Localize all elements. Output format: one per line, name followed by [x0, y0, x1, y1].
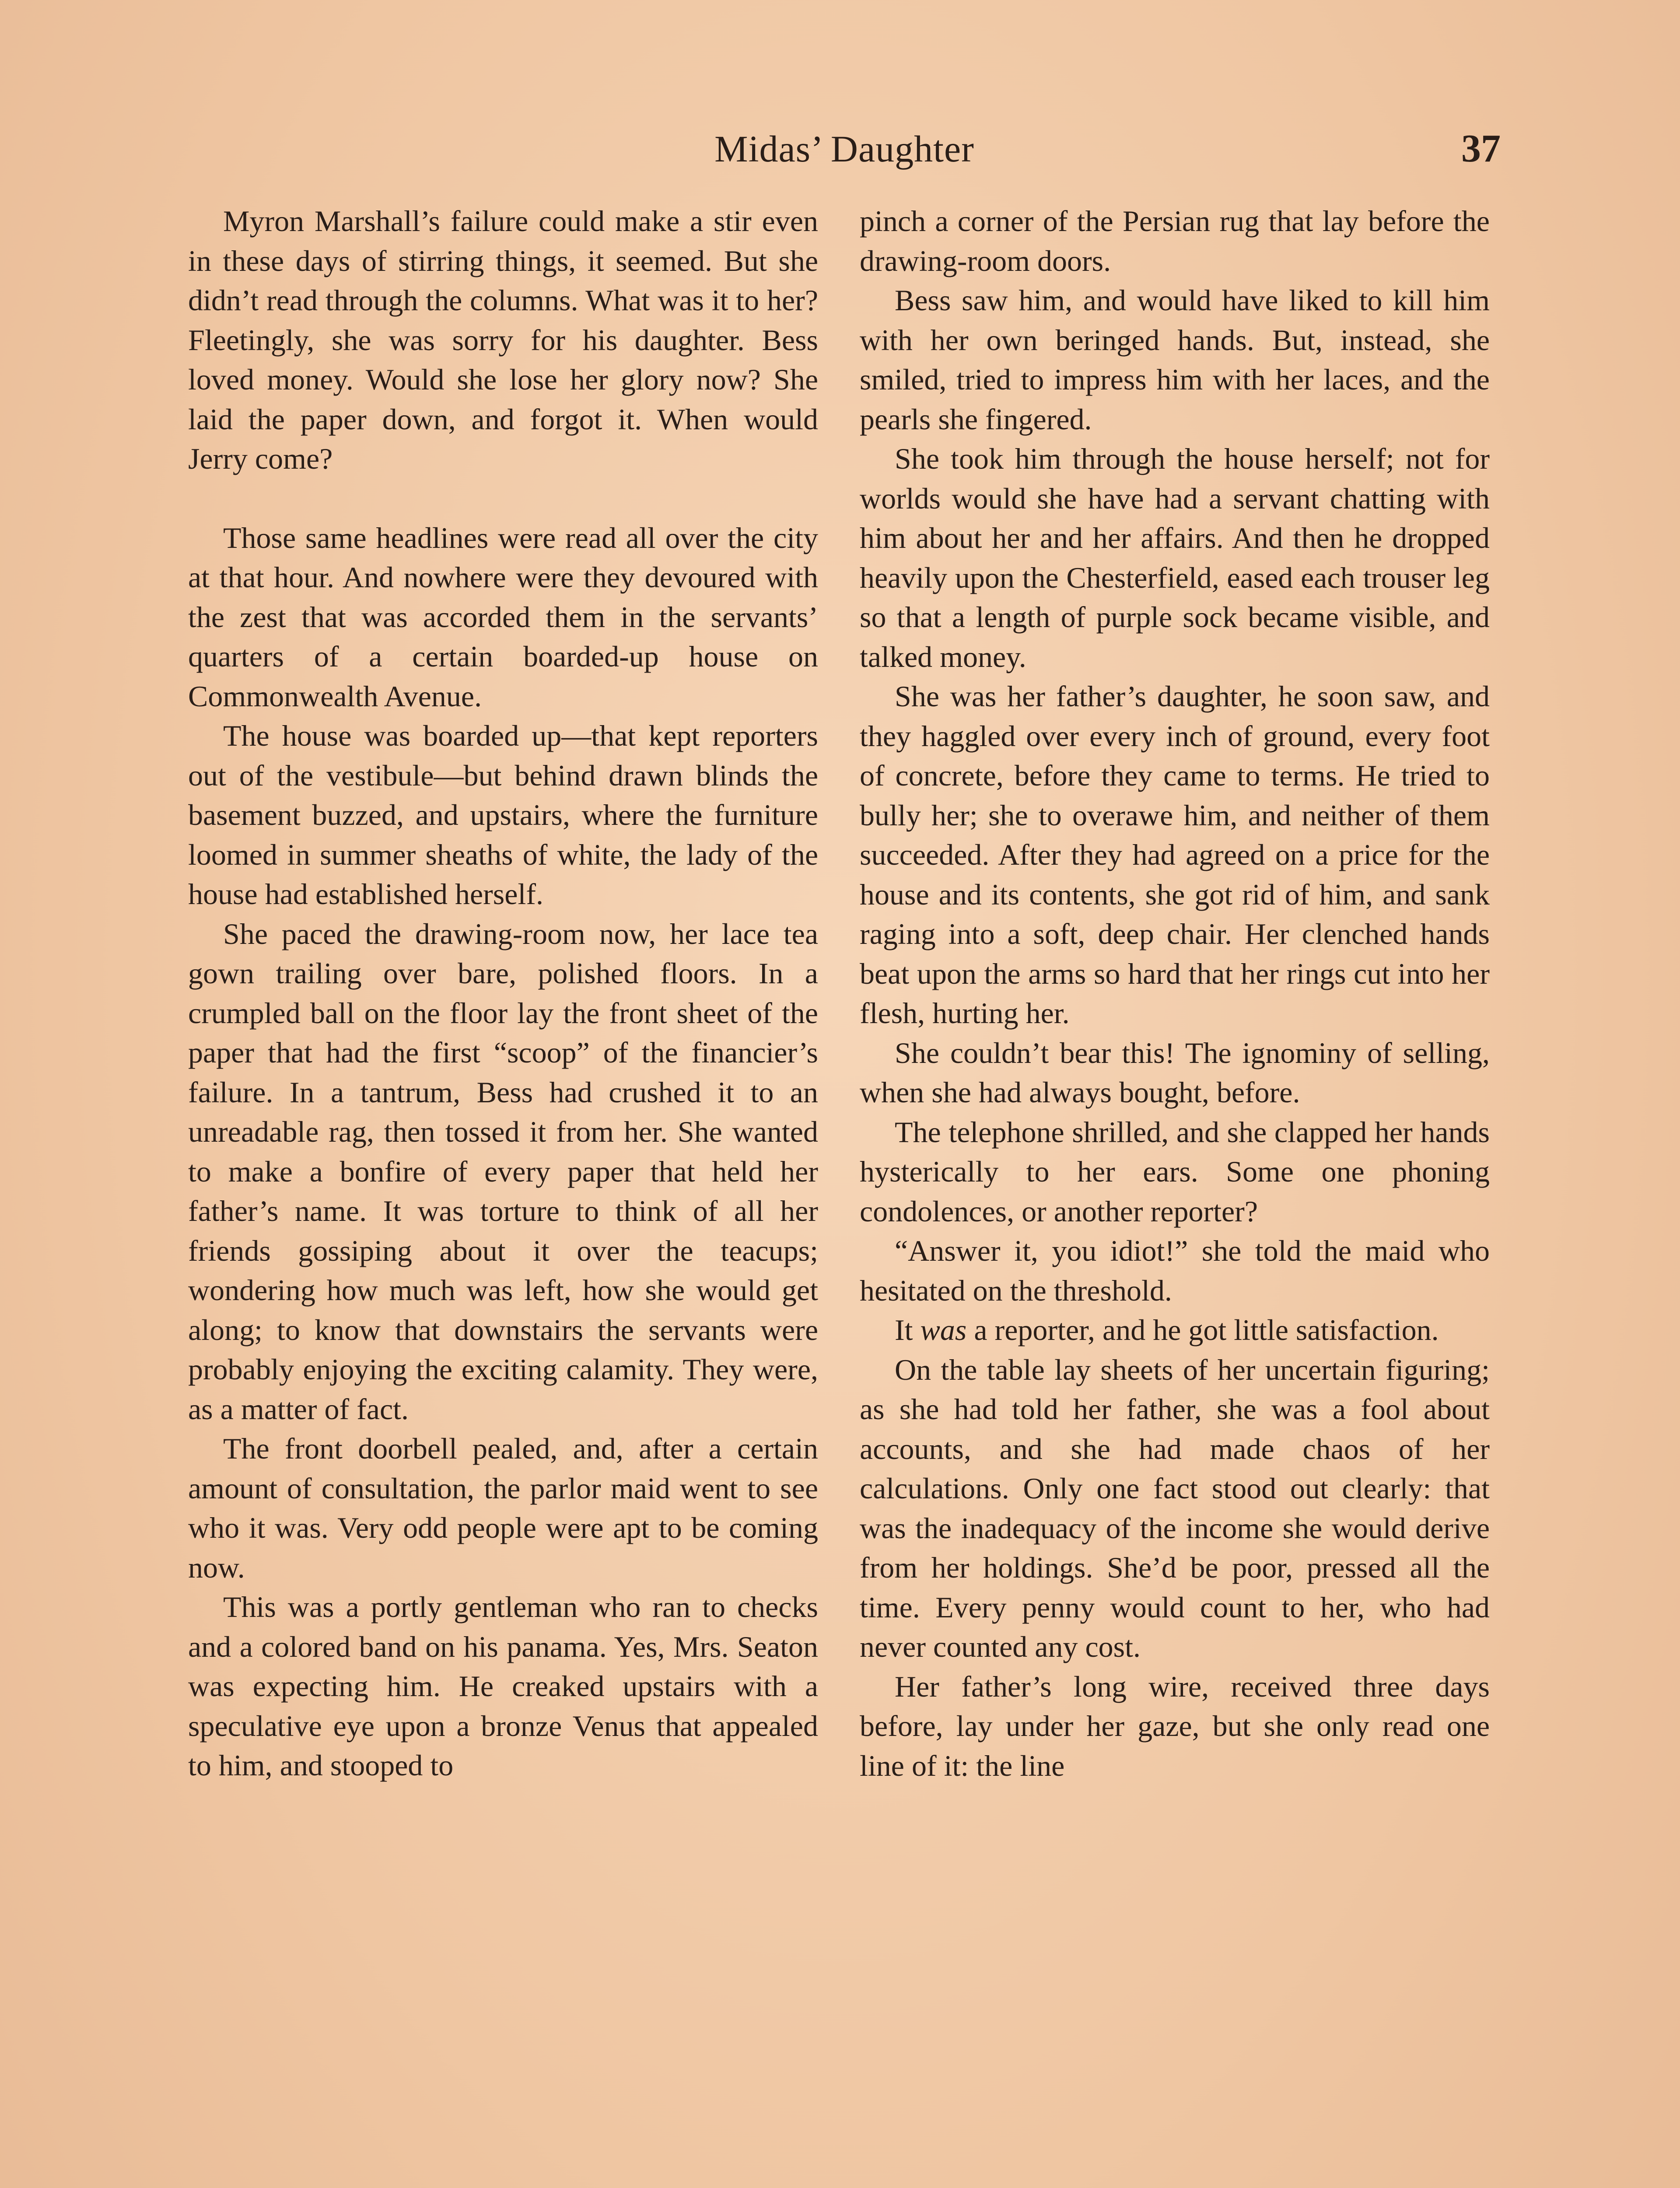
paragraph: Those same headlines were read all over the city at that hour. And nowhere were they devoured with the zest that was accorded them in the servants’ quarters of a certain boarded-up house on Commonwealth Avenue. [188, 521, 818, 713]
paragraph: The front doorbell pealed, and, after a certain amount of consultation, the parlor maid went to see who it was. Very odd people were apt to be coming now. [188, 1432, 818, 1584]
paragraph: “Answer it, you idiot!” she told the maid who hesitated on the threshold. [860, 1234, 1490, 1307]
paragraph: She paced the drawing-room now, her lace tea gown trailing over bare, polished floors. In a crumpled ball on the floor lay the front sheet of the paper that had the first “scoop” of the financier’s failure. In a tantrum, Bess had crushed it to an unreadable rag, then tossed it from her. She wanted to make a bonfire of every paper that held her father’s name. It was torture to think of all her friends gossiping about it over the teacups; wondering how much was left, how she would get along; to know that downstairs the servants were probably enjoying the exciting calamity. They were, as a matter of fact. [188, 917, 818, 1426]
paragraph: Myron Marshall’s failure could make a stir even in these days of stirring things, it seemed. But she didn’t read through the columns. What was it to her? Fleetingly, she was sorry for his daughter. Bess loved money. Would she lose her glory now? She laid the paper down, and forgot it. When would Jerry come? [188, 204, 818, 475]
paragraph: pinch a corner of the Persian rug that lay before the drawing-room doors. [860, 204, 1490, 277]
emphasized-word: was [920, 1313, 967, 1346]
page-number: 37 [1461, 127, 1501, 170]
page-header [188, 118, 1501, 179]
paragraph: The telephone shrilled, and she clapped her hands hysterically to her ears. Some one phoning condolences, or another reporter? [860, 1115, 1490, 1228]
running-title: Midas’ Daughter [714, 128, 974, 170]
paragraph: Her father’s long wire, received three days before, lay under her gaze, but she only read one line of it: the line [860, 1669, 1490, 1782]
paragraph: She took him through the house herself; not for worlds would she have had a servant chatting with him about her and her affairs. And then he dropped heavily upon the Chesterfield, eased each trouser leg so that a length of purple sock became visible, and talked money. [860, 442, 1490, 673]
paragraph-text: a reporter, and he got little satisfaction. [966, 1313, 1439, 1346]
paragraph: The house was boarded up—that kept reporters out of the vestibule—but behind drawn blinds the basement buzzed, and upstairs, where the furniture loomed in summer sheaths of white, the lady of the house had established herself. [188, 719, 818, 911]
right-column [860, 201, 1490, 1785]
paragraph: On the table lay sheets of her uncertain figuring; as she had told her father, she was a fool about accounts, and she had made chaos of her calculations. Only one fact stood out clearly: that was the inadequacy of the income she would derive from her holdings. She’d be poor, pressed all the time. Every penny would count to her, who had never counted any cost. [860, 1353, 1490, 1663]
paragraph: Bess saw him, and would have liked to kill him with her own beringed hands. But, instead, she smiled, tried to impress him with her laces, and the pearls she fingered. [860, 284, 1490, 436]
left-column [188, 201, 818, 1785]
paragraph: This was a portly gentleman who ran to checks and a colored band on his panama. Yes, Mrs. Seaton was expecting him. He creaked upstairs with a speculative eye upon a bronze Venus that appealed to him, and stooped to [188, 1590, 818, 1782]
paragraph [860, 1310, 1490, 1350]
paragraph-text: It [895, 1313, 920, 1346]
paragraph: She couldn’t bear this! The ignominy of selling, when she had always bought, before. [860, 1036, 1490, 1109]
paragraph: She was her father’s daughter, he soon saw, and they haggled over every inch of ground, every foot of concrete, before they came to terms. He tried to bully her; she to overawe him, and neither of them succeeded. After they had agreed on a price for the house and its contents, she got rid of him, and sank raging into a soft, deep chair. Her clenched hands beat upon the arms so hard that her rings cut into her flesh, hurting her. [860, 680, 1490, 1030]
